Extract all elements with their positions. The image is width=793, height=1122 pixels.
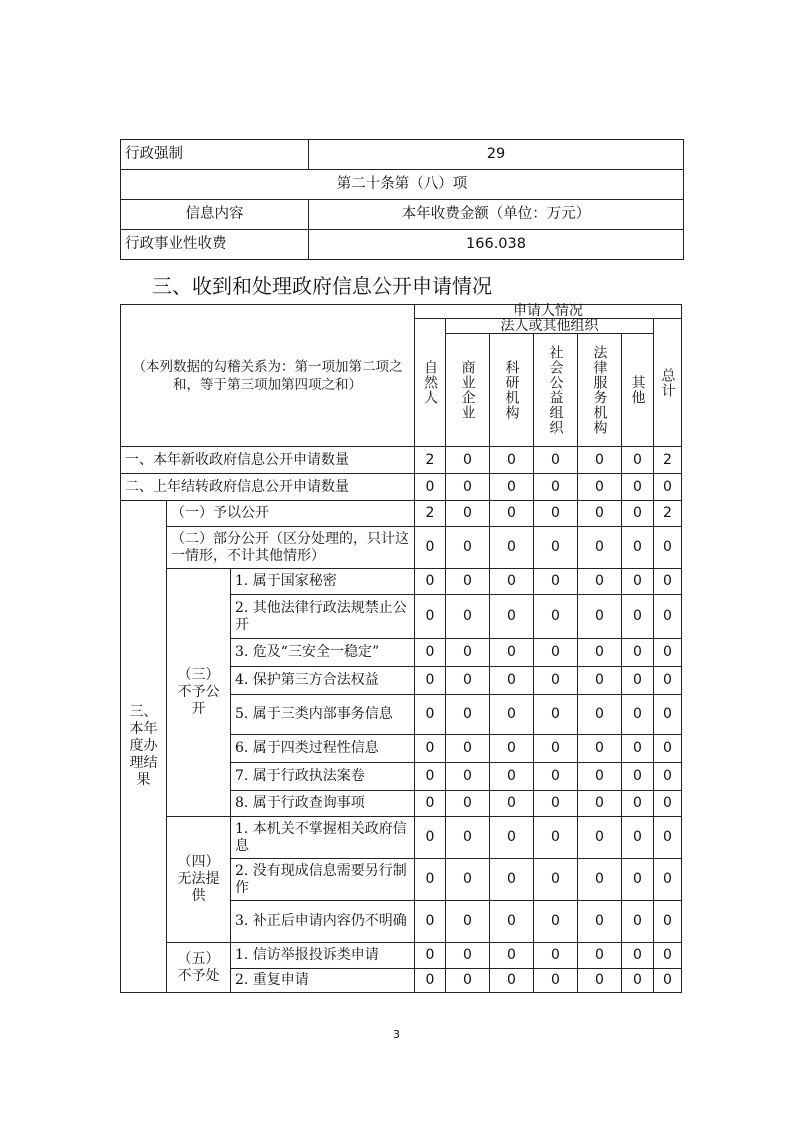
value-cell: 0 — [654, 695, 682, 735]
row-label: 一、本年新收政府信息公开申请数量 — [121, 447, 415, 474]
value-cell: 0 — [490, 943, 534, 969]
column-header — [415, 319, 446, 447]
value-cell: 0 — [446, 501, 490, 527]
value-cell: 0 — [534, 639, 578, 667]
value-cell: 0 — [415, 901, 446, 943]
value-cell: 0 — [534, 447, 578, 474]
col-natural-person: 自然人 — [422, 360, 438, 405]
value-cell: 0 — [446, 595, 490, 639]
value-cell: 0 — [490, 969, 534, 993]
value-cell: 0 — [534, 859, 578, 901]
column-header — [490, 334, 534, 447]
value-cell: 0 — [578, 569, 622, 595]
value-cell: 0 — [654, 639, 682, 667]
value-cell: 0 — [578, 943, 622, 969]
value-cell: 0 — [578, 763, 622, 791]
table-row — [121, 569, 682, 595]
row-label: 二、上年结转政府信息公开申请数量 — [121, 474, 415, 501]
value-cell: 0 — [446, 859, 490, 901]
value-cell: 0 — [622, 735, 654, 763]
value-cell: 0 — [578, 901, 622, 943]
value-cell: 0 — [534, 817, 578, 859]
value-cell: 0 — [415, 595, 446, 639]
value-cell: 0 — [446, 791, 490, 817]
row-label: 行政强制 — [121, 140, 309, 170]
column-header — [578, 334, 622, 447]
page-number: 3 — [393, 1028, 400, 1041]
value-cell: 0 — [490, 595, 534, 639]
application-table — [120, 304, 682, 993]
value-cell: 0 — [490, 791, 534, 817]
value-cell: 2 — [415, 447, 446, 474]
value-cell: 0 — [622, 859, 654, 901]
column-header — [534, 334, 578, 447]
value-cell: 0 — [534, 595, 578, 639]
value-cell: 0 — [446, 639, 490, 667]
value-cell: 0 — [534, 901, 578, 943]
value-cell: 0 — [534, 969, 578, 993]
value-cell: 0 — [446, 569, 490, 595]
col-other: 其他 — [629, 375, 646, 405]
value-cell: 2 — [654, 501, 682, 527]
value-cell: 0 — [415, 695, 446, 735]
value-cell: 0 — [534, 474, 578, 501]
value-cell: 0 — [654, 791, 682, 817]
table-row — [121, 305, 682, 319]
legal-persons-header: 法人或其他组织 — [446, 319, 654, 334]
value-cell: 0 — [490, 763, 534, 791]
value-cell: 0 — [622, 901, 654, 943]
value-cell: 2 — [654, 447, 682, 474]
value-cell: 0 — [578, 667, 622, 695]
value-cell: 0 — [622, 474, 654, 501]
value-cell: 2 — [415, 501, 446, 527]
sub3-label: （三）不予公开 — [167, 569, 231, 817]
value-cell: 0 — [490, 735, 534, 763]
value-cell: 0 — [654, 763, 682, 791]
row-label: 2. 其他法律行政法规禁止公开 — [231, 595, 415, 639]
value-cell: 0 — [415, 969, 446, 993]
note-cell: （本列数据的勾稽关系为：第一项加第二项之和，等于第三项加第四项之和） — [121, 305, 415, 447]
value-cell: 0 — [622, 447, 654, 474]
value-cell: 0 — [490, 527, 534, 569]
col-research: 科研机构 — [503, 360, 520, 420]
value-cell: 0 — [622, 791, 654, 817]
value-cell: 0 — [654, 595, 682, 639]
value-cell: 0 — [415, 667, 446, 695]
value-cell: 0 — [578, 501, 622, 527]
value-cell: 0 — [578, 639, 622, 667]
column-header: 本年收费金额（单位：万元） — [309, 200, 684, 230]
value-cell: 0 — [578, 447, 622, 474]
table-row — [121, 501, 682, 527]
value-cell: 0 — [654, 901, 682, 943]
row-label: （二）部分公开（区分处理的，只计这一情形，不计其他情形） — [167, 527, 415, 569]
value-cell: 0 — [446, 763, 490, 791]
row-label: 5. 属于三类内部事务信息 — [231, 695, 415, 735]
row-label: 4. 保护第三方合法权益 — [231, 667, 415, 695]
value-cell: 0 — [446, 735, 490, 763]
value-cell: 0 — [446, 667, 490, 695]
value-cell: 0 — [534, 667, 578, 695]
value-cell: 0 — [578, 735, 622, 763]
value-cell: 0 — [622, 695, 654, 735]
value-cell: 0 — [415, 817, 446, 859]
row-label: 6. 属于四类过程性信息 — [231, 735, 415, 763]
value-cell: 0 — [446, 447, 490, 474]
value-cell: 0 — [415, 639, 446, 667]
value-cell: 0 — [415, 735, 446, 763]
value-cell: 0 — [622, 639, 654, 667]
value-cell: 0 — [490, 817, 534, 859]
row-label: 8. 属于行政查询事项 — [231, 791, 415, 817]
row-label: 1. 属于国家秘密 — [231, 569, 415, 595]
value-cell: 0 — [415, 569, 446, 595]
table-row — [121, 230, 684, 260]
value-cell: 0 — [534, 791, 578, 817]
value-cell: 0 — [654, 667, 682, 695]
value-cell: 0 — [446, 527, 490, 569]
column-header — [654, 319, 682, 447]
applicant-header: 申请人情况 — [415, 305, 682, 319]
value-cell: 0 — [622, 667, 654, 695]
value-cell: 0 — [490, 501, 534, 527]
value-cell: 0 — [415, 859, 446, 901]
value-cell: 0 — [622, 943, 654, 969]
value-cell: 0 — [446, 474, 490, 501]
value-cell: 0 — [654, 474, 682, 501]
value-cell: 0 — [446, 901, 490, 943]
table-row — [121, 527, 682, 569]
row-label: 2. 没有现成信息需要另行制作 — [231, 859, 415, 901]
value-cell: 0 — [622, 817, 654, 859]
fee-info-table — [120, 139, 684, 260]
table-row — [121, 170, 684, 200]
value-cell: 0 — [534, 527, 578, 569]
value-cell: 0 — [654, 943, 682, 969]
value-cell: 0 — [534, 943, 578, 969]
value-cell: 0 — [415, 791, 446, 817]
col-social-welfare: 社会公益组织 — [547, 345, 564, 435]
value-cell: 0 — [415, 527, 446, 569]
value-cell: 0 — [578, 527, 622, 569]
row-label: 2. 重复申请 — [231, 969, 415, 993]
value-cell: 0 — [446, 695, 490, 735]
value-cell: 0 — [490, 695, 534, 735]
table-row — [121, 140, 684, 170]
value-cell: 0 — [446, 943, 490, 969]
value-cell: 0 — [654, 817, 682, 859]
value-cell: 0 — [578, 969, 622, 993]
sub5-label: （五）不予处 — [167, 943, 231, 993]
value-cell: 0 — [490, 569, 534, 595]
value-cell: 0 — [622, 569, 654, 595]
col-total: 总计 — [659, 367, 676, 398]
col-commercial: 商业企业 — [459, 360, 476, 420]
value-cell: 0 — [578, 859, 622, 901]
value-cell: 0 — [534, 763, 578, 791]
row-label: 1. 本机关不掌握相关政府信息 — [231, 817, 415, 859]
value-cell: 0 — [490, 667, 534, 695]
value-cell: 0 — [622, 527, 654, 569]
value-cell: 0 — [534, 695, 578, 735]
value-cell: 0 — [534, 501, 578, 527]
column-header: 信息内容 — [121, 200, 309, 230]
row-value: 166.038 — [309, 230, 684, 260]
col-legal-service: 法律服务机构 — [591, 345, 608, 435]
value-cell: 0 — [654, 735, 682, 763]
value-cell: 0 — [622, 501, 654, 527]
row-label: 1. 信访举报投诉类申请 — [231, 943, 415, 969]
value-cell: 0 — [578, 817, 622, 859]
value-cell: 0 — [490, 474, 534, 501]
value-cell: 0 — [654, 969, 682, 993]
value-cell: 0 — [534, 735, 578, 763]
section-header: 第二十条第（八）项 — [121, 170, 684, 200]
value-cell: 0 — [654, 569, 682, 595]
row-value: 29 — [309, 140, 684, 170]
row-label: 7. 属于行政执法案卷 — [231, 763, 415, 791]
value-cell: 0 — [578, 595, 622, 639]
value-cell: 0 — [578, 474, 622, 501]
table-row — [121, 200, 684, 230]
value-cell: 0 — [622, 595, 654, 639]
value-cell: 0 — [534, 569, 578, 595]
table-row — [121, 943, 682, 969]
value-cell: 0 — [578, 791, 622, 817]
table-row — [121, 474, 682, 501]
value-cell: 0 — [490, 447, 534, 474]
section3-label: 三、本年度办理结果 — [121, 501, 167, 993]
value-cell: 0 — [415, 474, 446, 501]
value-cell: 0 — [578, 695, 622, 735]
section-title: 三、收到和处理政府信息公开申请情况 — [152, 274, 492, 298]
value-cell: 0 — [490, 901, 534, 943]
row-label: 行政事业性收费 — [121, 230, 309, 260]
value-cell: 0 — [654, 527, 682, 569]
value-cell: 0 — [415, 763, 446, 791]
column-header — [446, 334, 490, 447]
value-cell: 0 — [415, 943, 446, 969]
table-row — [121, 447, 682, 474]
value-cell: 0 — [446, 969, 490, 993]
value-cell: 0 — [622, 969, 654, 993]
sub4-label: （四）无法提供 — [167, 817, 231, 943]
row-label: 3. 补正后申请内容仍不明确 — [231, 901, 415, 943]
value-cell: 0 — [490, 859, 534, 901]
row-label: （一）予以公开 — [167, 501, 415, 527]
value-cell: 0 — [654, 859, 682, 901]
value-cell: 0 — [622, 763, 654, 791]
column-header — [622, 334, 654, 447]
row-label: 3. 危及“三安全一稳定” — [231, 639, 415, 667]
value-cell: 0 — [490, 639, 534, 667]
table-row — [121, 817, 682, 859]
value-cell: 0 — [446, 817, 490, 859]
